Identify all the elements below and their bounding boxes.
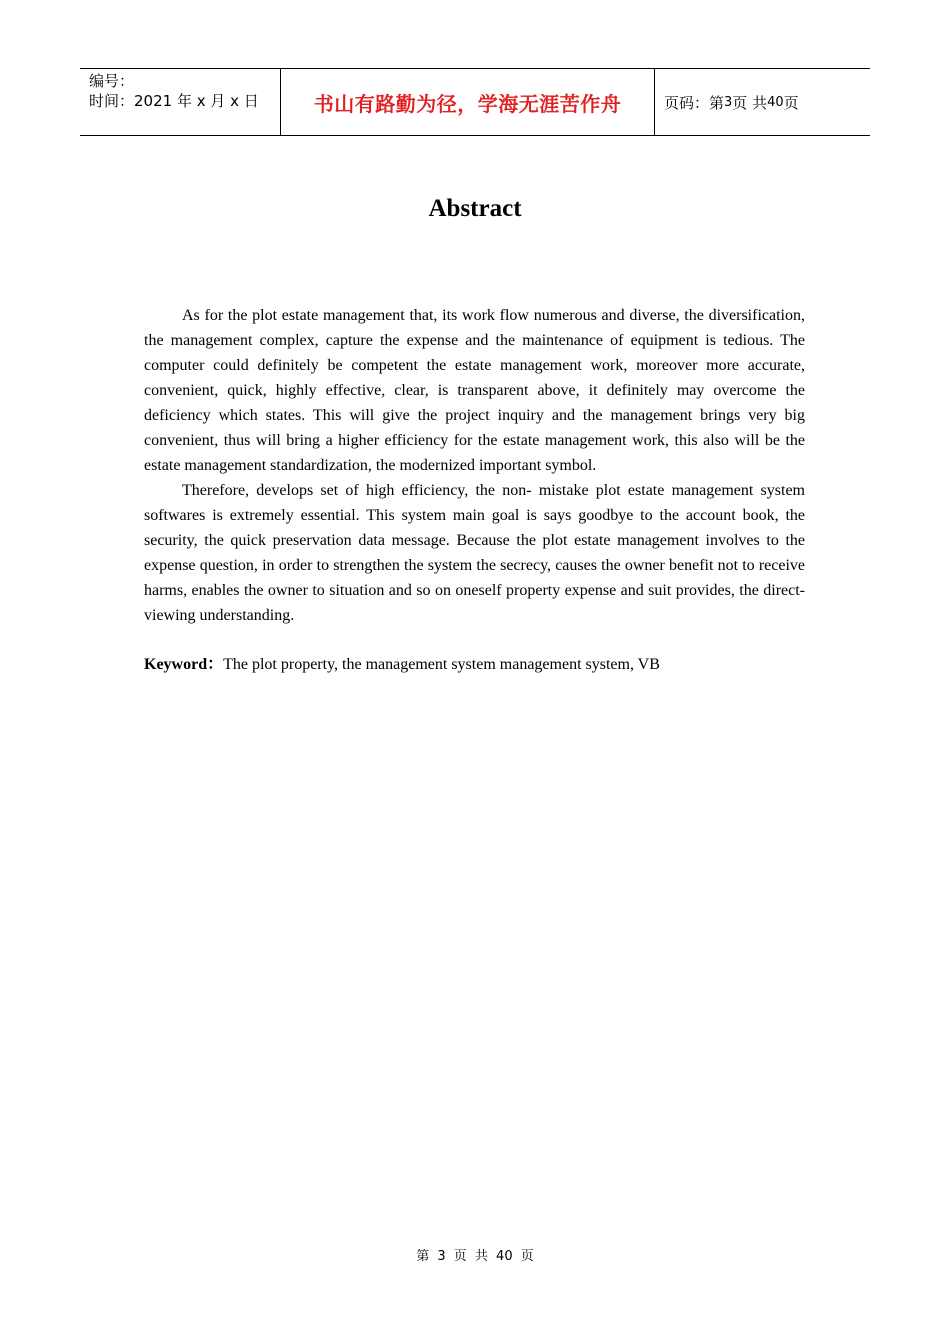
abstract-body — [144, 303, 805, 628]
keyword-line — [144, 652, 805, 677]
number-label: 编号： — [89, 72, 135, 90]
page-suffix: 页 — [783, 93, 799, 112]
keyword-label: Keyword： — [144, 656, 224, 673]
keyword-text: The plot property, the management system management system, VB — [223, 656, 660, 673]
page-middle: 页 共 — [732, 93, 768, 112]
date-label: 时间：2021 年 x 月 x 日 — [89, 92, 259, 110]
page-total: 40 — [767, 94, 784, 110]
abstract-paragraph-1: As for the plot estate management that, its work flow numerous and diverse, the diversification, the management complex, capture the expense and the maintenance of equipment is tedious. The computer could definitely be competent the estate management work, moreover more accurate, convenient, quick, highly effective, clear, is transparent above, it definitely may overcome the deficiency which states. This will give the project inquiry and the management brings very big convenient, thus will bring a higher efficiency for the estate management work, this also will be the estate management standardization, the modernized important symbol. — [144, 307, 805, 474]
page-footer: 第 3 页 共 40 页 — [416, 1249, 534, 1264]
page-title: Abstract — [428, 195, 522, 222]
header-meta — [80, 69, 281, 135]
header-motto: 书山有路勤为径，学海无涯苦作舟 — [281, 69, 655, 135]
abstract-paragraph-2: Therefore, develops set of high efficiency, the non- mistake plot estate management system softwares is extremely essential. This system main goal is says goodbye to the account book, the security, the quick preservation data message. Because the plot estate management involves to the expense question, in order to strengthen the system the secrecy, causes the owner benefit not to receive harms, enables the owner to situation and so on oneself property expense and suit provides, the direct-viewing understanding. — [144, 482, 805, 624]
page-current: 3 — [724, 94, 733, 110]
page-header — [80, 68, 870, 136]
header-page-info — [655, 69, 870, 135]
page-prefix: 页码：第 — [664, 93, 725, 112]
